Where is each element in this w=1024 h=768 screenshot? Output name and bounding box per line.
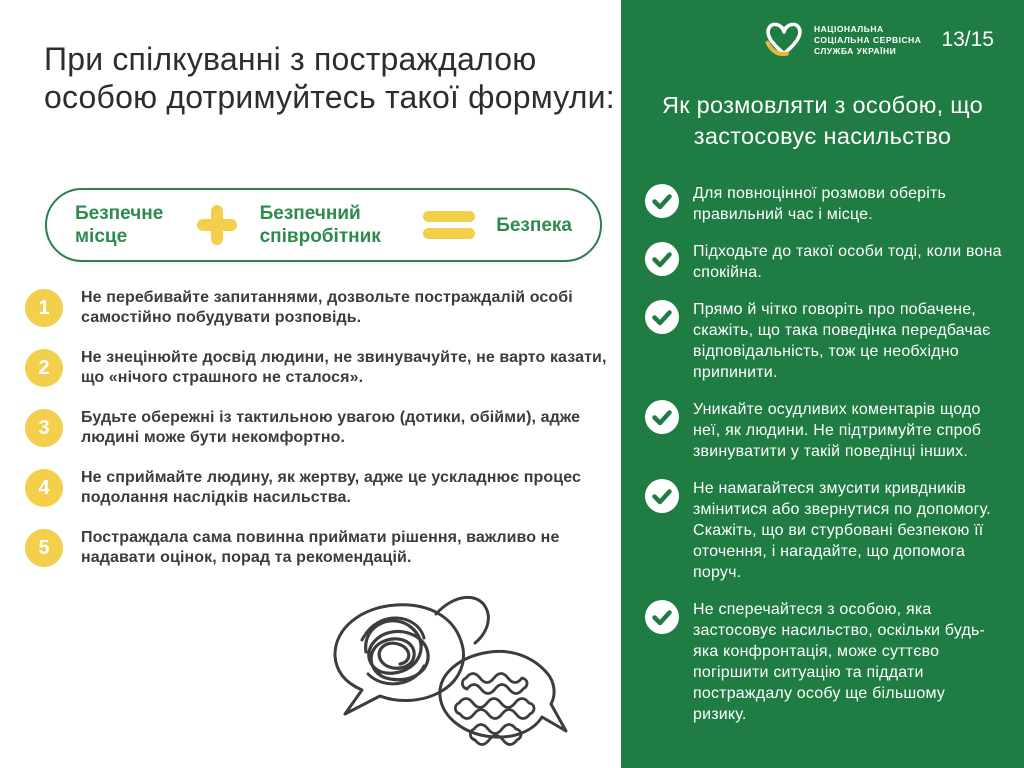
tip-text: Не сприймайте людину, як жертву, адже це ускладнює процес подолання наслідків насильства.	[81, 469, 582, 506]
list-item	[25, 288, 621, 328]
tip-text: Не знецінюйте досвід людини, не звинувачуйте, не варто казати, що «нічого страшного не сталося».	[81, 349, 607, 386]
org-name-line: НАЦІОНАЛЬНА	[813, 23, 884, 34]
check-tips-list	[645, 183, 1003, 741]
check-tip-text: Не намагайтеся змусити кривдників змінитися або звернутися по допомогу. Скажіть, що ви стурбовані безпекою її оточення, і нагадайте, що допомога поруч.	[693, 480, 991, 581]
list-item	[25, 528, 621, 568]
list-item	[645, 183, 1003, 225]
check-icon	[645, 600, 679, 634]
org-logo	[621, 20, 1024, 60]
org-name-line: СОЦІАЛЬНА СЕРВІСНА	[813, 34, 922, 45]
tip-text: Будьте обережні із тактильною увагою (дотики, обійми), адже людині може бути некомфортно.	[81, 409, 581, 446]
formula-result-safety: Безпека	[496, 214, 572, 236]
formula-term-safe-worker: Безпечний співробітник	[259, 203, 381, 247]
number-badge: 3	[25, 409, 63, 447]
wavy-text-band	[462, 674, 527, 694]
wavy-text-band	[455, 699, 534, 719]
number-badge: 2	[25, 349, 63, 387]
list-item	[25, 408, 621, 448]
check-tip-text: Прямо й чітко говоріть про побачене, скажіть, що така поведінка передбачає відповідальність, тож це необхідно припинити.	[693, 301, 991, 381]
check-icon	[645, 479, 679, 513]
right-panel	[621, 0, 1024, 768]
check-tip-text: Уникайте осудливих коментарів щодо неї, як людини. Не підтримуйте спроб звинуватити у такій поведінці інших.	[693, 401, 982, 460]
number-badge: 5	[25, 529, 63, 567]
number-badge: 4	[25, 469, 63, 507]
list-item	[645, 241, 1003, 283]
check-icon	[645, 242, 679, 276]
tip-text: Не перебивайте запитаннями, дозвольте постраждалій особі самостійно побудувати розповідь.	[81, 289, 573, 326]
right-bubble-outline	[440, 651, 566, 737]
formula-term-safe-place: Безпечне місце	[75, 203, 164, 247]
equals-icon	[422, 210, 476, 240]
heart-hands-logo-icon	[762, 20, 806, 60]
check-icon	[645, 300, 679, 334]
list-item	[25, 348, 621, 388]
doodle-connector	[436, 597, 488, 643]
page-title: При спілкуванні з постраждалою особою дотримуйтесь такої формули:	[44, 41, 615, 115]
list-item	[645, 399, 1003, 462]
check-tip-text: Для повноцінної розмови оберіть правильний час і місце.	[693, 185, 947, 223]
plus-icon	[195, 203, 239, 247]
check-tip-text: Не сперечайтеся з особою, яка застосовує насильство, оскільки будь-яка конфронтація, може суттєво погіршити ситуацію та піддати постраждалу особу ще більшому ризику.	[693, 601, 986, 723]
check-icon	[645, 400, 679, 434]
check-icon	[645, 184, 679, 218]
list-item	[645, 599, 1003, 725]
org-name-line: СЛУЖБА УКРАЇНИ	[813, 45, 897, 56]
safety-formula-box	[45, 188, 602, 262]
list-item	[645, 478, 1003, 583]
list-item	[645, 299, 1003, 383]
right-panel-title: Як розмовляти з особою, що застосовує насильство	[661, 92, 984, 149]
numbered-tips-list	[25, 288, 621, 588]
tip-text: Постраждала сама повинна приймати рішення, важливо не надавати оцінок, порад та рекомендацій.	[81, 529, 560, 566]
list-item	[25, 468, 621, 508]
org-name	[814, 24, 921, 57]
page-number: 13/15	[941, 28, 994, 51]
number-badge: 1	[25, 289, 63, 327]
check-tip-text: Підходьте до такої особи тоді, коли вона спокійна.	[693, 243, 1002, 281]
speech-bubbles-doodle	[318, 590, 570, 767]
